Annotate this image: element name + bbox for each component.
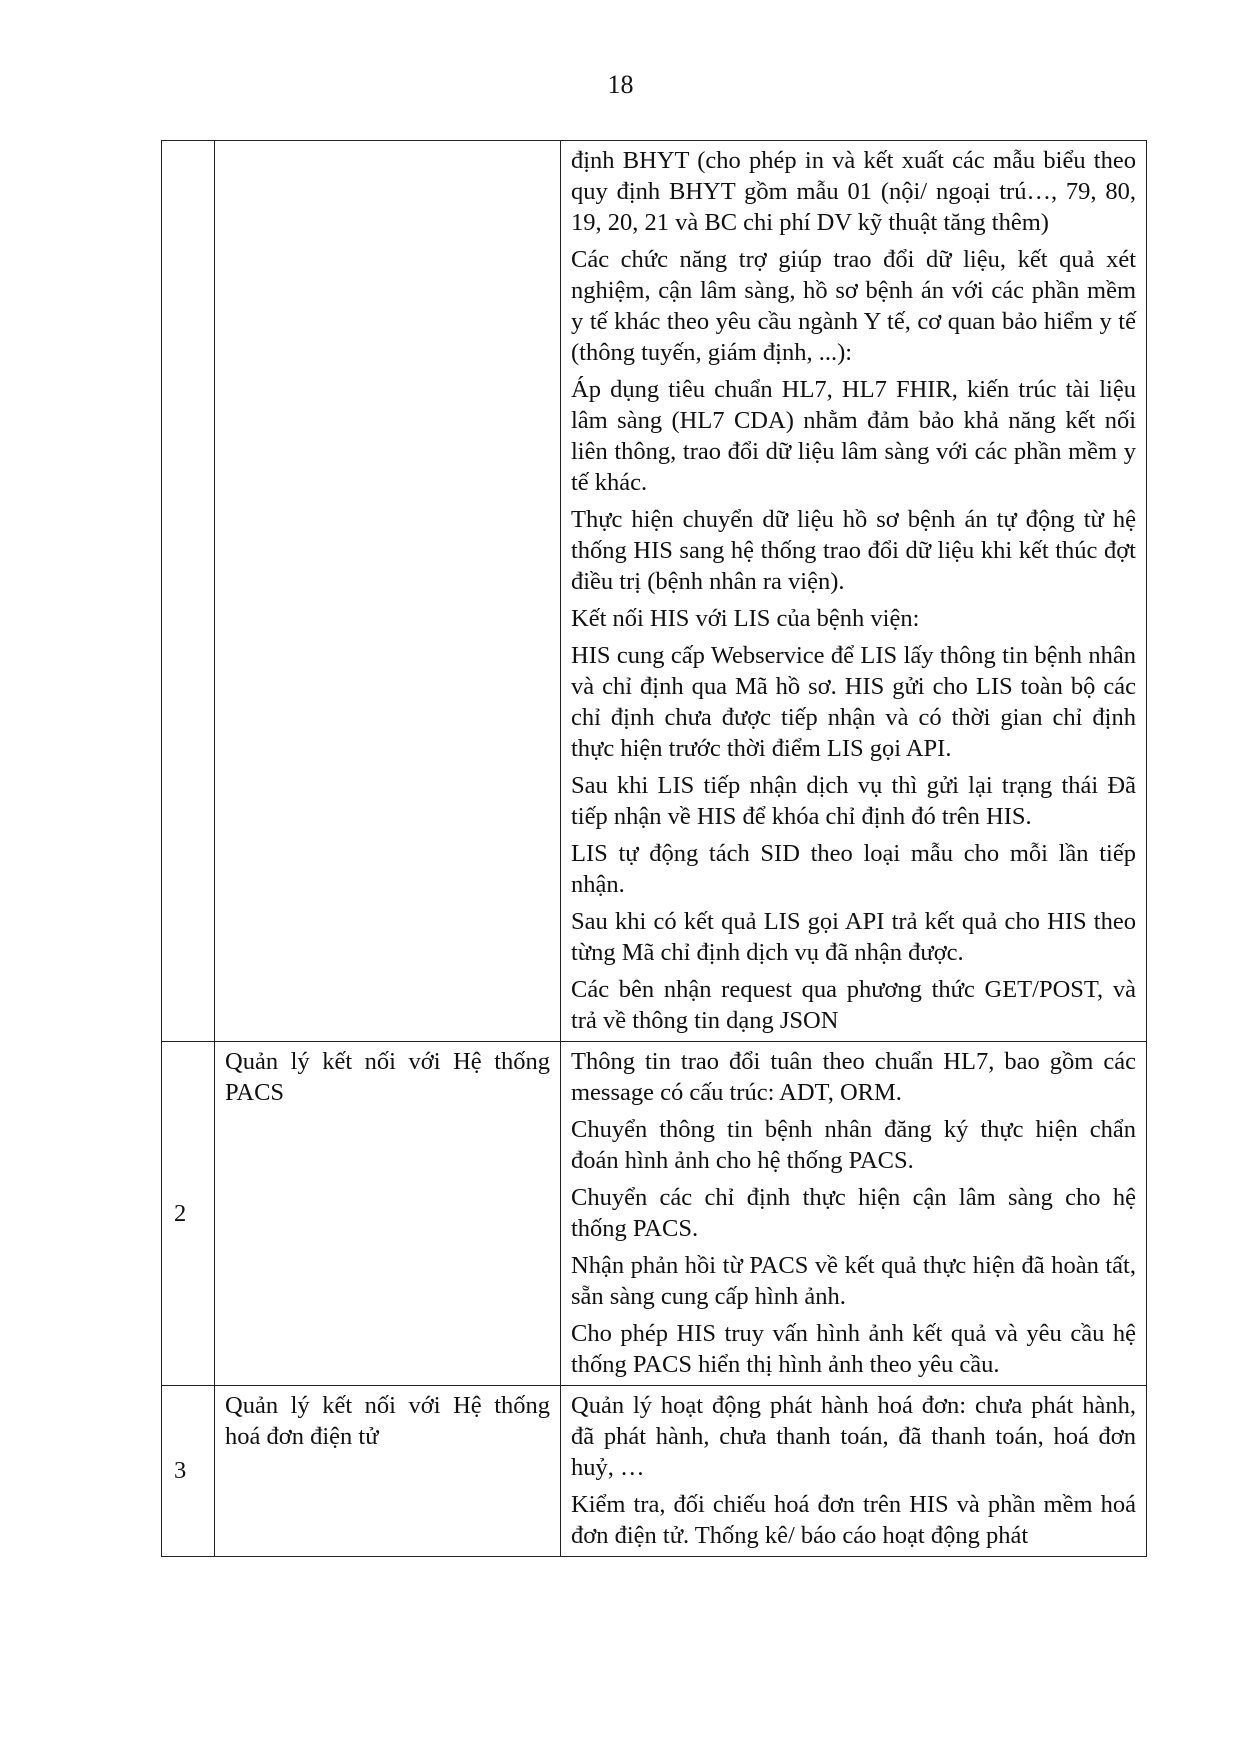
description-paragraph: Các chức năng trợ giúp trao đổi dữ liệu, kết quả xét nghiệm, cận lâm sàng, hồ sơ bệnh án với các phần mềm y tế khác theo yêu cầu ngành Y tế, cơ quan bảo hiểm y tế (thông tuyến, giám định, ...): — [571, 246, 1136, 366]
description-paragraph: Quản lý hoạt động phát hành hoá đơn: chưa phát hành, đã phát hành, chưa thanh toán, đã thanh toán, hoá đơn huỷ, … — [571, 1392, 1136, 1481]
feature-cell: Quản lý kết nối với Hệ thống hoá đơn điện tử — [215, 1386, 561, 1557]
description-paragraph: Thực hiện chuyển dữ liệu hồ sơ bệnh án tự động từ hệ thống HIS sang hệ thống trao đổi dữ liệu khi kết thúc đợt điều trị (bệnh nhân ra viện). — [571, 506, 1136, 595]
description-paragraph: Sau khi có kết quả LIS gọi API trả kết quả cho HIS theo từng Mã chỉ định dịch vụ đã nhận được. — [571, 908, 1136, 966]
description-paragraph: Kiểm tra, đối chiếu hoá đơn trên HIS và phần mềm hoá đơn điện tử. Thống kê/ báo cáo hoạt động phát — [571, 1491, 1136, 1549]
description-paragraph: Nhận phản hồi từ PACS về kết quả thực hiện đã hoàn tất, sẵn sàng cung cấp hình ảnh. — [571, 1252, 1136, 1310]
description-paragraph: Chuyển thông tin bệnh nhân đăng ký thực hiện chẩn đoán hình ảnh cho hệ thống PACS. — [571, 1116, 1136, 1174]
description-cell — [561, 1042, 1147, 1386]
table-row — [162, 141, 1147, 1042]
specification-table — [161, 140, 1147, 1557]
description-paragraph: HIS cung cấp Webservice để LIS lấy thông tin bệnh nhân và chỉ định qua Mã hồ sơ. HIS gửi cho LIS toàn bộ các chỉ định chưa được tiếp nhận và có thời gian chỉ định thực hiện trước thời điểm LIS gọi API. — [571, 642, 1136, 762]
row-number-cell: 3 — [162, 1386, 215, 1557]
feature-cell — [215, 141, 561, 1042]
description-cell — [561, 1386, 1147, 1557]
description-paragraph: LIS tự động tách SID theo loại mẫu cho mỗi lần tiếp nhận. — [571, 840, 1136, 898]
description-paragraph: Sau khi LIS tiếp nhận dịch vụ thì gửi lại trạng thái Đã tiếp nhận về HIS để khóa chỉ định đó trên HIS. — [571, 772, 1136, 830]
table-row — [162, 1386, 1147, 1557]
feature-cell: Quản lý kết nối với Hệ thống PACS — [215, 1042, 561, 1386]
description-paragraph: Áp dụng tiêu chuẩn HL7, HL7 FHIR, kiến trúc tài liệu lâm sàng (HL7 CDA) nhằm đảm bảo khả năng kết nối liên thông, trao đổi dữ liệu lâm sàng với các phần mềm y tế khác. — [571, 376, 1136, 496]
description-cell — [561, 141, 1147, 1042]
row-number-cell: 2 — [162, 1042, 215, 1386]
description-paragraph: Thông tin trao đổi tuân theo chuẩn HL7, bao gồm các message có cấu trúc: ADT, ORM. — [571, 1048, 1136, 1106]
description-paragraph: định BHYT (cho phép in và kết xuất các mẫu biểu theo quy định BHYT gồm mẫu 01 (nội/ ngoại trú…, 79, 80, 19, 20, 21 và BC chi phí DV kỹ thuật tăng thêm) — [571, 147, 1136, 236]
description-paragraph: Chuyển các chỉ định thực hiện cận lâm sàng cho hệ thống PACS. — [571, 1184, 1136, 1242]
description-paragraph: Các bên nhận request qua phương thức GET/POST, và trả về thông tin dạng JSON — [571, 976, 1136, 1034]
row-number-cell — [162, 141, 215, 1042]
description-paragraph: Kết nối HIS với LIS của bệnh viện: — [571, 605, 920, 632]
table-row — [162, 1042, 1147, 1386]
description-paragraph: Cho phép HIS truy vấn hình ảnh kết quả và yêu cầu hệ thống PACS hiển thị hình ảnh theo yêu cầu. — [571, 1320, 1136, 1378]
page-number: 18 — [607, 70, 634, 99]
